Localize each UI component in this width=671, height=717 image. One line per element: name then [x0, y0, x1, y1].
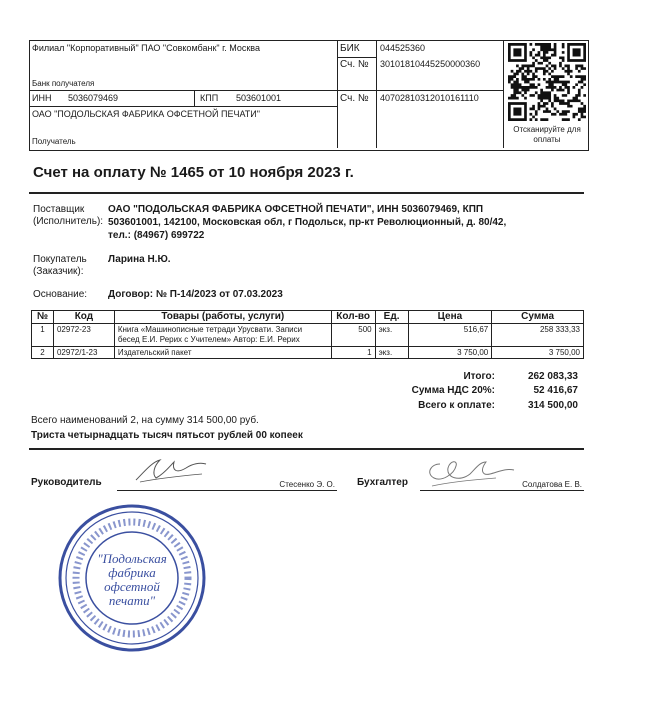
head-signature: [130, 452, 210, 488]
table-row: [32, 324, 584, 347]
supplier-line-2: 503601001, 142100, Московская обл, г Подольск, пр-кт Революционный, д. 80/42,: [108, 217, 507, 228]
row-sum: 3 750,00: [492, 347, 584, 359]
head-signature-line: [117, 490, 337, 491]
row-goods: [114, 347, 331, 359]
bank-label: Банк получателя: [32, 79, 95, 88]
row-qty: 1: [331, 347, 375, 359]
row-price: 3 750,00: [408, 347, 492, 359]
row-sum: 258 333,33: [492, 324, 584, 347]
head-name: Стесенко Э. О.: [279, 480, 335, 489]
seal-line-2: фабрика: [108, 565, 156, 580]
row-goods: [114, 324, 331, 347]
row-goods-line-1: Книга «Машинописные тетради Урусвати. Записи: [117, 325, 303, 334]
basis-label: Основание:: [33, 289, 88, 300]
payment-qr-code[interactable]: [508, 43, 586, 121]
row-code: 02972-23: [53, 324, 114, 347]
supplier-details: [108, 203, 506, 242]
corr-account-label: Сч. №: [340, 59, 369, 70]
corr-account-value: 30101810445250000360: [380, 59, 481, 69]
supplier-label-line-2: (Исполнитель):: [33, 216, 104, 227]
inn-value: 5036079469: [68, 93, 119, 103]
title-divider: [29, 192, 584, 194]
col-header-price: Цена: [408, 311, 492, 324]
supplier-line-3: тел.: (84967) 699722: [108, 230, 205, 241]
inn-label: ИНН: [32, 93, 52, 103]
bank-details-block: [29, 40, 589, 151]
account-label: Сч. №: [340, 93, 369, 104]
col-header-code: Код: [53, 311, 114, 324]
account-value: 40702810312010161110: [380, 93, 479, 103]
col-header-goods: Товары (работы, услуги): [114, 311, 331, 324]
table-header-row: [32, 311, 584, 324]
kpp-label: КПП: [200, 93, 219, 103]
col-header-sum: Сумма: [492, 311, 584, 324]
supplier-label-line-1: Поставщик: [33, 204, 85, 215]
row-code: 02972/1-23: [53, 347, 114, 359]
bik-label: БИК: [340, 43, 360, 54]
seal-line-3: офсетной: [104, 579, 160, 594]
kpp-value: 503601001: [236, 93, 282, 103]
bank-name: Филиал "Корпоративный" ПАО "Совкомбанк" г. Москва: [32, 43, 260, 53]
pay-label: Всего к оплате:: [418, 400, 495, 411]
summary-divider: [29, 448, 584, 450]
accountant-label: Бухгалтер: [357, 477, 408, 488]
seal-line-1: "Подольская: [97, 551, 167, 566]
col-header-qty: Кол-во: [331, 311, 375, 324]
accountant-signature: [420, 452, 520, 492]
total-value: 262 083,33: [527, 371, 578, 382]
amount-in-words: Триста четырнадцать тысяч пятьсот рублей 00 копеек: [31, 430, 303, 441]
basis-value: Договор: № П-14/2023 от 07.03.2023: [108, 289, 283, 300]
row-num: 1: [32, 324, 54, 347]
buyer-label: [33, 254, 87, 278]
buyer-value: Ларина Н.Ю.: [108, 254, 171, 265]
row-goods-line-2: бесед Е.И. Рерих с Учителем» Автор: Е.И. Рерих: [117, 335, 300, 344]
recipient-label: Получатель: [32, 137, 76, 146]
col-header-unit: Ед.: [375, 311, 408, 324]
vat-label: Сумма НДС 20%:: [411, 385, 495, 396]
items-count-line: Всего наименований 2, на сумму 314 500,00 руб.: [31, 415, 259, 426]
row-price: 516,67: [408, 324, 492, 347]
accountant-name: Солдатова Е. В.: [522, 480, 582, 489]
head-label: Руководитель: [31, 477, 102, 488]
company-seal: [57, 503, 207, 653]
col-header-num: №: [32, 311, 54, 324]
invoice-title: Счет на оплату № 1465 от 10 ноября 2023 г.: [33, 164, 354, 181]
supplier-line-1: ОАО "ПОДОЛЬСКАЯ ФАБРИКА ОФСЕТНОЙ ПЕЧАТИ", ИНН 5036079469, КПП: [108, 204, 484, 215]
vat-value: 52 416,67: [533, 385, 578, 396]
qr-caption: Отсканируйте для оплаты: [513, 125, 581, 144]
seal-line-4: печати": [108, 593, 156, 608]
bik-value: 044525360: [380, 43, 426, 53]
table-row: [32, 347, 584, 359]
items-table: [31, 310, 584, 359]
supplier-label: [33, 204, 103, 228]
total-label: Итого:: [463, 371, 495, 382]
buyer-label-line-2: (Заказчик):: [33, 266, 84, 277]
row-unit: экз.: [375, 347, 408, 359]
pay-value: 314 500,00: [527, 400, 578, 411]
row-goods-line-1: Издательский пакет: [117, 348, 192, 357]
recipient-name: ОАО "ПОДОЛЬСКАЯ ФАБРИКА ОФСЕТНОЙ ПЕЧАТИ": [32, 109, 260, 119]
row-qty: 500: [331, 324, 375, 347]
row-unit: экз.: [375, 324, 408, 347]
row-num: 2: [32, 347, 54, 359]
buyer-label-line-1: Покупатель: [33, 254, 87, 265]
